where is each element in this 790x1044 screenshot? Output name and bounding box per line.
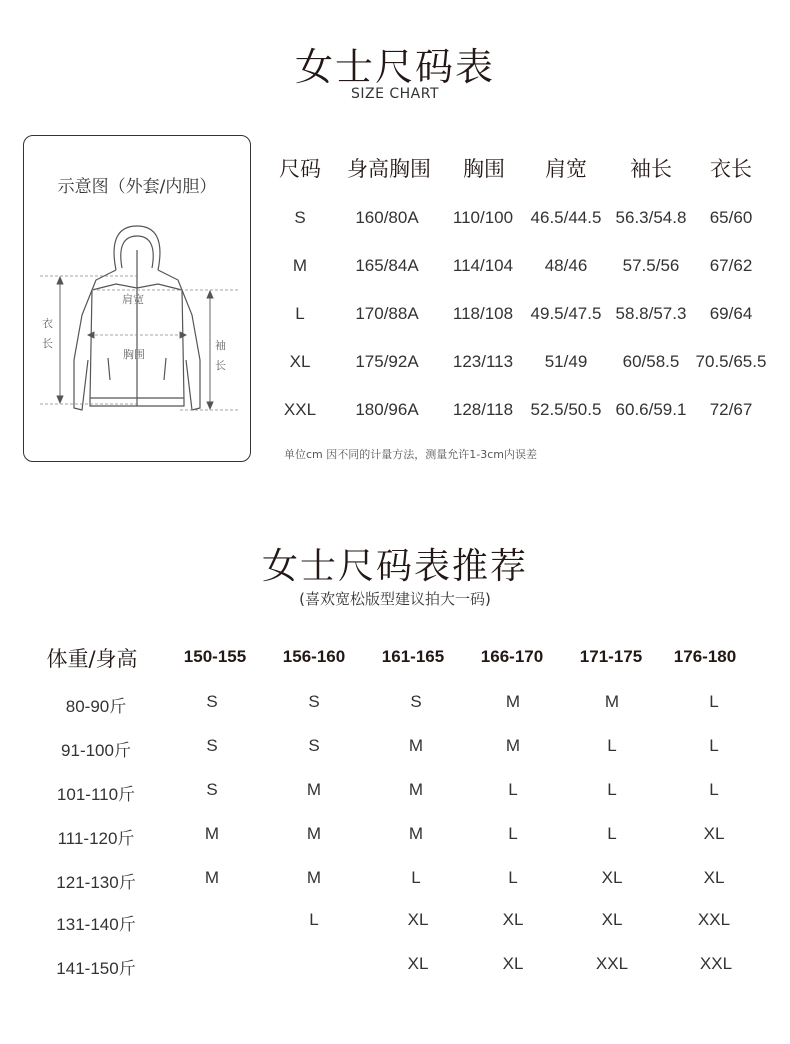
size-cell: M — [204, 824, 220, 843]
table-header: 胸围 — [463, 157, 505, 181]
table-cell: XXL — [283, 400, 317, 419]
size-cell: S — [308, 736, 320, 755]
page-title: 女士尺码表 — [294, 45, 495, 89]
table-cell: S — [294, 208, 306, 227]
shoulder-label: 肩宽 — [122, 293, 144, 306]
table-cell: 128/118 — [452, 400, 514, 419]
table-cell: 46.5/44.5 — [530, 208, 602, 227]
size-cell: XL — [703, 824, 725, 843]
size-cell: L — [411, 868, 421, 887]
height-column-header: 150-155 — [183, 647, 247, 666]
weight-row-header: 141-150斤 — [56, 959, 136, 978]
chest-label: 胸围 — [123, 348, 145, 361]
size-cell: M — [408, 824, 424, 843]
size-cell: XL — [703, 868, 725, 887]
table-cell: 69/64 — [709, 304, 753, 323]
size-cell: L — [508, 824, 518, 843]
size-cell: L — [607, 780, 617, 799]
table-cell: 114/104 — [452, 256, 514, 275]
table-cell: 56.3/54.8 — [615, 208, 687, 227]
recommendation-title: 女士尺码表推荐 — [261, 546, 528, 587]
table-cell: L — [295, 304, 305, 323]
height-column-header: 166-170 — [480, 647, 544, 666]
corner-header: 体重/身高 — [46, 647, 138, 671]
height-column-header: 171-175 — [579, 647, 643, 666]
table-cell: 175/92A — [355, 352, 419, 371]
table-header: 身高胸围 — [347, 157, 431, 181]
size-cell: M — [204, 868, 220, 887]
weight-row-header: 121-130斤 — [56, 873, 136, 892]
table-cell: 48/46 — [544, 256, 588, 275]
weight-row-header: 91-100斤 — [61, 741, 131, 760]
height-column-header: 161-165 — [381, 647, 445, 666]
table-header: 袖长 — [630, 157, 672, 181]
table-cell: 123/113 — [452, 352, 514, 371]
size-cell: L — [309, 910, 319, 929]
table-cell: 51/49 — [544, 352, 588, 371]
weight-row-header: 101-110斤 — [56, 785, 136, 804]
size-cell: L — [709, 736, 719, 755]
size-cell: S — [308, 692, 320, 711]
jacket-illustration-icon — [30, 210, 244, 425]
table-cell: 60/58.5 — [622, 352, 680, 371]
sleeve-label-1: 袖 — [215, 339, 226, 352]
size-cell: M — [306, 824, 322, 843]
size-cell: XL — [407, 910, 429, 929]
table-header: 衣长 — [710, 157, 752, 181]
size-cell: XL — [502, 954, 524, 973]
weight-row-header: 131-140斤 — [56, 915, 136, 934]
recommendation-subtitle: (喜欢宽松版型建议拍大一码) — [299, 590, 491, 608]
size-cell: XXL — [697, 910, 731, 929]
table-cell: 60.6/59.1 — [615, 400, 687, 419]
size-cell: S — [410, 692, 422, 711]
diagram-title: 示意图（外套/内胆） — [57, 177, 217, 197]
size-cell: M — [306, 780, 322, 799]
size-cell: XL — [601, 868, 623, 887]
measurement-note: 单位cm 因不同的计量方法，测量允许1-3cm内误差 — [284, 448, 537, 461]
size-cell: XL — [502, 910, 524, 929]
table-cell: 180/96A — [355, 400, 419, 419]
table-header: 肩宽 — [545, 157, 587, 181]
size-cell: L — [607, 736, 617, 755]
size-cell: M — [408, 780, 424, 799]
table-cell: 160/80A — [355, 208, 419, 227]
size-cell: L — [508, 868, 518, 887]
size-cell: S — [206, 780, 218, 799]
size-cell: M — [408, 736, 424, 755]
table-cell: 58.8/57.3 — [615, 304, 687, 323]
weight-row-header: 111-120斤 — [57, 829, 135, 848]
sleeve-label-2: 长 — [215, 359, 226, 372]
size-cell: S — [206, 692, 218, 711]
table-cell: XL — [289, 352, 311, 371]
size-cell: M — [306, 868, 322, 887]
table-cell: 67/62 — [709, 256, 753, 275]
table-cell: M — [292, 256, 308, 275]
table-cell: 170/88A — [355, 304, 419, 323]
weight-row-header: 80-90斤 — [65, 697, 127, 716]
size-cell: M — [604, 692, 620, 711]
table-cell: 165/84A — [355, 256, 419, 275]
table-cell: 57.5/56 — [622, 256, 680, 275]
size-cell: S — [206, 736, 218, 755]
table-cell: 110/100 — [452, 208, 514, 227]
table-cell: 65/60 — [709, 208, 753, 227]
size-cell: L — [508, 780, 518, 799]
size-cell: XXL — [595, 954, 629, 973]
table-cell: 49.5/47.5 — [530, 304, 602, 323]
size-cell: L — [709, 692, 719, 711]
table-cell: 52.5/50.5 — [530, 400, 602, 419]
size-cell: XL — [407, 954, 429, 973]
length-label-1: 衣 — [42, 317, 53, 330]
height-column-header: 156-160 — [282, 647, 346, 666]
page-subtitle: SIZE CHART — [350, 86, 440, 102]
size-cell: XL — [601, 910, 623, 929]
table-cell: 118/108 — [452, 304, 514, 323]
size-cell: M — [505, 736, 521, 755]
table-cell: 70.5/65.5 — [695, 352, 767, 371]
table-cell: 72/67 — [709, 400, 753, 419]
length-label-2: 长 — [42, 337, 53, 350]
size-cell: M — [505, 692, 521, 711]
size-cell: XXL — [699, 954, 733, 973]
height-column-header: 176-180 — [673, 647, 737, 666]
size-cell: L — [709, 780, 719, 799]
size-cell: L — [607, 824, 617, 843]
table-header: 尺码 — [279, 157, 321, 181]
